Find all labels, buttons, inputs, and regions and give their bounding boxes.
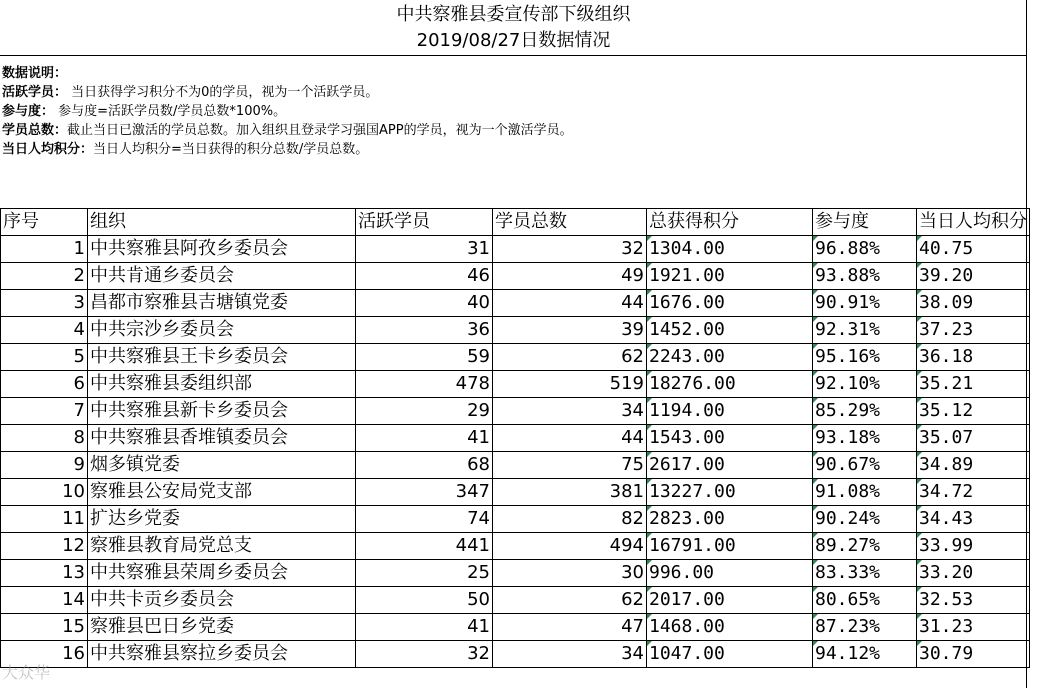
cell-avg-points[interactable]: 38.09 [917,290,1030,317]
table-row [1,317,1030,344]
cell-index[interactable]: 15 [1,614,88,641]
cell-points[interactable]: 1676.00 [647,290,813,317]
cell-avg-points[interactable]: 40.75 [917,236,1030,263]
cell-participation[interactable]: 90.67% [813,452,917,479]
cell-points[interactable]: 13227.00 [647,479,813,506]
cell-org[interactable]: 中共察雅县阿孜乡委员会 [88,236,356,263]
cell-active[interactable]: 68 [356,452,493,479]
table-row [1,641,1030,668]
cell-org[interactable]: 中共宗沙乡委员会 [88,317,356,344]
cell-org[interactable]: 察雅县巴日乡党委 [88,614,356,641]
cell-org[interactable]: 中共察雅县王卡乡委员会 [88,344,356,371]
cell-org[interactable]: 察雅县公安局党支部 [88,479,356,506]
cell-avg-points[interactable]: 37.23 [917,317,1030,344]
cell-index[interactable]: 14 [1,587,88,614]
cell-avg-points[interactable]: 34.89 [917,452,1030,479]
cell-total[interactable]: 381 [493,479,647,506]
table-row [1,398,1030,425]
cell-org[interactable]: 昌都市察雅县吉塘镇党委 [88,290,356,317]
table-row [1,263,1030,290]
cell-index[interactable]: 6 [1,371,88,398]
cell-avg-points[interactable]: 35.07 [917,425,1030,452]
cell-active[interactable]: 41 [356,425,493,452]
cell-active[interactable]: 74 [356,506,493,533]
cell-total[interactable]: 44 [493,425,647,452]
cell-org[interactable]: 中共肯通乡委员会 [88,263,356,290]
cell-total[interactable]: 62 [493,587,647,614]
header-cell[interactable]: 序号 [1,209,88,236]
data-table [0,208,1030,668]
cell-participation[interactable]: 83.33% [813,560,917,587]
header-cell[interactable]: 总获得积分 [647,209,813,236]
cell-avg-points[interactable]: 36.18 [917,344,1030,371]
cell-index[interactable]: 7 [1,398,88,425]
cell-participation[interactable]: 92.10% [813,371,917,398]
cell-points[interactable]: 996.00 [647,560,813,587]
table-row [1,425,1030,452]
cell-points[interactable]: 1194.00 [647,398,813,425]
cell-points[interactable]: 1543.00 [647,425,813,452]
cell-index[interactable]: 4 [1,317,88,344]
cell-points[interactable]: 1468.00 [647,614,813,641]
cell-total[interactable]: 44 [493,290,647,317]
cell-active[interactable]: 478 [356,371,493,398]
cell-participation[interactable]: 89.27% [813,533,917,560]
cell-avg-points[interactable]: 35.21 [917,371,1030,398]
cell-points[interactable]: 1304.00 [647,236,813,263]
cell-avg-points[interactable]: 33.99 [917,533,1030,560]
cell-total[interactable]: 47 [493,614,647,641]
cell-total[interactable]: 32 [493,236,647,263]
cell-index[interactable]: 10 [1,479,88,506]
table-row [1,479,1030,506]
cell-participation[interactable]: 85.29% [813,398,917,425]
note-line: 学员总数：截止当日已激活的学员总数。加入组织且登录学习强国APP的学员，视为一个激活学员。 [2,123,573,138]
cell-index[interactable]: 12 [1,533,88,560]
cell-active[interactable]: 36 [356,317,493,344]
cell-total[interactable]: 30 [493,560,647,587]
cell-index[interactable]: 9 [1,452,88,479]
cell-participation[interactable]: 87.23% [813,614,917,641]
cell-total[interactable]: 75 [493,452,647,479]
cell-points[interactable]: 2243.00 [647,344,813,371]
table-row [1,290,1030,317]
cell-index[interactable]: 2 [1,263,88,290]
cell-active[interactable]: 40 [356,290,493,317]
header-cell[interactable]: 活跃学员 [356,209,493,236]
cell-total[interactable]: 49 [493,263,647,290]
cell-total[interactable]: 519 [493,371,647,398]
sheet-subtitle: 2019/08/27日数据情况 [416,30,611,51]
cell-active[interactable]: 29 [356,398,493,425]
cell-participation[interactable]: 80.65% [813,587,917,614]
cell-participation[interactable]: 93.18% [813,425,917,452]
cell-participation[interactable]: 91.08% [813,479,917,506]
cell-active[interactable]: 46 [356,263,493,290]
cell-active[interactable]: 441 [356,533,493,560]
note-line: 当日人均积分：当日人均积分=当日获得的积分总数/学员总数。 [2,142,369,157]
cell-active[interactable]: 32 [356,641,493,668]
note-line: 参与度： 参与度=活跃学员数/学员总数*100%。 [2,104,287,119]
cell-points[interactable]: 18276.00 [647,371,813,398]
cell-active[interactable]: 31 [356,236,493,263]
cell-org[interactable]: 中共察雅县荣周乡委员会 [88,560,356,587]
cell-org[interactable]: 中共卡贡乡委员会 [88,587,356,614]
table-row [1,236,1030,263]
cell-participation[interactable]: 93.88% [813,263,917,290]
cell-active[interactable]: 347 [356,479,493,506]
cell-org[interactable]: 中共察雅县新卡乡委员会 [88,398,356,425]
cell-total[interactable]: 34 [493,641,647,668]
cell-org[interactable]: 中共察雅县委组织部 [88,371,356,398]
cell-points[interactable]: 1452.00 [647,317,813,344]
header-cell[interactable]: 学员总数 [493,209,647,236]
table-row [1,560,1030,587]
watermark: 大众华 [2,663,51,682]
cell-total[interactable]: 62 [493,344,647,371]
cell-index[interactable]: 5 [1,344,88,371]
cell-org[interactable]: 中共察雅县香堆镇委员会 [88,425,356,452]
cell-avg-points[interactable]: 39.20 [917,263,1030,290]
cell-total[interactable]: 39 [493,317,647,344]
data-notes [2,64,573,159]
cell-index[interactable]: 13 [1,560,88,587]
cell-org[interactable]: 中共察雅县察拉乡委员会 [88,641,356,668]
cell-avg-points[interactable]: 34.72 [917,479,1030,506]
table-row [1,371,1030,398]
table-row [1,614,1030,641]
cell-active[interactable]: 59 [356,344,493,371]
cell-index[interactable]: 8 [1,425,88,452]
cell-active[interactable]: 41 [356,614,493,641]
divider [0,55,1027,56]
note-line: 活跃学员： 当日获得学习积分不为0的学员，视为一个活跃学员。 [2,85,379,100]
cell-points[interactable]: 16791.00 [647,533,813,560]
cell-points[interactable]: 2823.00 [647,506,813,533]
cell-total[interactable]: 34 [493,398,647,425]
cell-avg-points[interactable]: 32.53 [917,587,1030,614]
cell-active[interactable]: 50 [356,587,493,614]
cell-points[interactable]: 2617.00 [647,452,813,479]
cell-participation[interactable]: 92.31% [813,317,917,344]
cell-participation[interactable]: 94.12% [813,641,917,668]
cell-org[interactable]: 扩达乡党委 [88,506,356,533]
cell-total[interactable]: 82 [493,506,647,533]
cell-avg-points[interactable]: 34.43 [917,506,1030,533]
cell-org[interactable]: 察雅县教育局党总支 [88,533,356,560]
table-row [1,587,1030,614]
cell-index[interactable]: 16 [1,641,88,668]
table-row [1,533,1030,560]
cell-avg-points[interactable]: 31.23 [917,614,1030,641]
cell-participation[interactable]: 96.88% [813,236,917,263]
cell-participation[interactable]: 90.91% [813,290,917,317]
notes-heading: 数据说明： [2,66,68,81]
cell-points[interactable]: 1921.00 [647,263,813,290]
table-row [1,506,1030,533]
header-cell[interactable]: 参与度 [813,209,917,236]
cell-index[interactable]: 1 [1,236,88,263]
header-cell[interactable]: 当日人均积分 [917,209,1030,236]
cell-total[interactable]: 494 [493,533,647,560]
cell-avg-points[interactable]: 35.12 [917,398,1030,425]
cell-participation[interactable]: 95.16% [813,344,917,371]
cell-avg-points[interactable]: 30.79 [917,641,1030,668]
cell-avg-points[interactable]: 33.20 [917,560,1030,587]
cell-points[interactable]: 1047.00 [647,641,813,668]
table-row [1,452,1030,479]
cell-participation[interactable]: 90.24% [813,506,917,533]
sheet-title: 中共察雅县委宣传部下级组织 [396,4,631,25]
cell-index[interactable]: 11 [1,506,88,533]
table-row [1,344,1030,371]
cell-index[interactable]: 3 [1,290,88,317]
header-cell[interactable]: 组织 [88,209,356,236]
cell-org[interactable]: 烟多镇党委 [88,452,356,479]
cell-active[interactable]: 25 [356,560,493,587]
cell-points[interactable]: 2017.00 [647,587,813,614]
header-row [1,209,1030,236]
